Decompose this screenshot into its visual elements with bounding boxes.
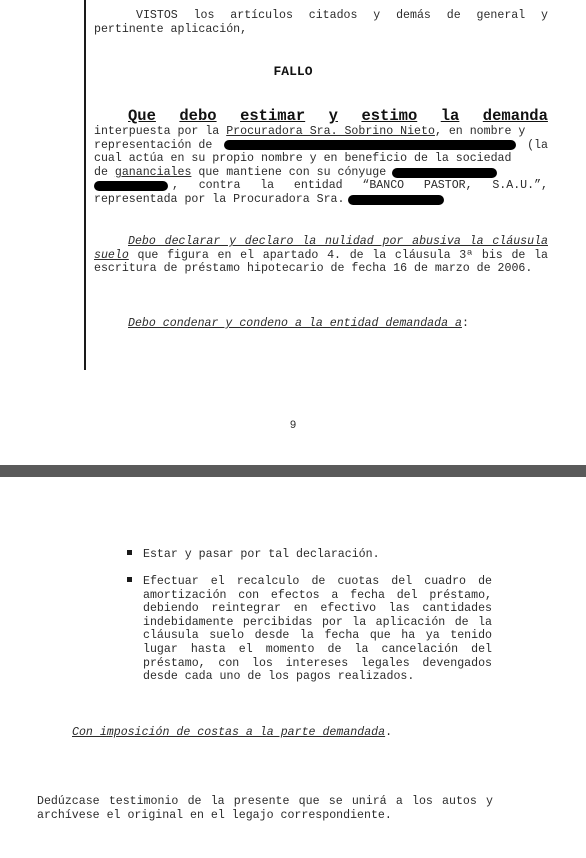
page-separator bbox=[0, 465, 586, 477]
redaction-mark bbox=[224, 140, 516, 150]
demanda-line-6: representada por la Procuradora Sra. bbox=[94, 193, 548, 207]
nulidad-paragraph: Debo declarar y declaro la nulidad por abusiva la cláusula suelo que figura en el apartado 4. de la cláusula 3ª bis de la escritura de préstamo hipotecario de fecha 16 de marzo de 2006. bbox=[94, 235, 548, 276]
demanda-line-4: de gananciales que mantiene con su cónyuge bbox=[94, 166, 548, 180]
bullet-icon bbox=[127, 550, 132, 555]
condenar-paragraph: Debo condenar y condeno a la entidad demandada a: bbox=[128, 317, 469, 330]
redaction-mark bbox=[392, 168, 497, 178]
redaction-mark bbox=[348, 195, 444, 205]
demanda-line-3: cual actúa en su propio nombre y en beneficio de la sociedad bbox=[94, 152, 512, 166]
vistos-paragraph: VISTOS los artículos citados y demás de general y pertinente aplicación, bbox=[94, 9, 548, 36]
redaction-mark bbox=[94, 181, 168, 191]
demanda-paragraph bbox=[94, 125, 548, 207]
bullet-icon bbox=[127, 577, 132, 582]
page-number: 9 bbox=[289, 420, 297, 432]
ruling-heading: Que debo estimar y estimo la demanda bbox=[128, 107, 548, 125]
demanda-line-2: representación de (la bbox=[94, 138, 548, 152]
demanda-line-5: , contra la entidad “BANCO PASTOR, S.A.U.”, bbox=[94, 179, 548, 193]
demanda-line-1: interpuesta por la Procuradora Sra. Sobrino Nieto, en nombre y bbox=[94, 125, 526, 138]
deduzcase-paragraph: Dedúzcase testimonio de la presente que se unirá a los autos y archívese el original en el legajo correspondiente. bbox=[37, 795, 493, 822]
fallo-title: FALLO bbox=[273, 64, 313, 79]
margin-rule bbox=[84, 0, 86, 370]
costas-paragraph: Con imposición de costas a la parte demandada. bbox=[72, 726, 393, 739]
